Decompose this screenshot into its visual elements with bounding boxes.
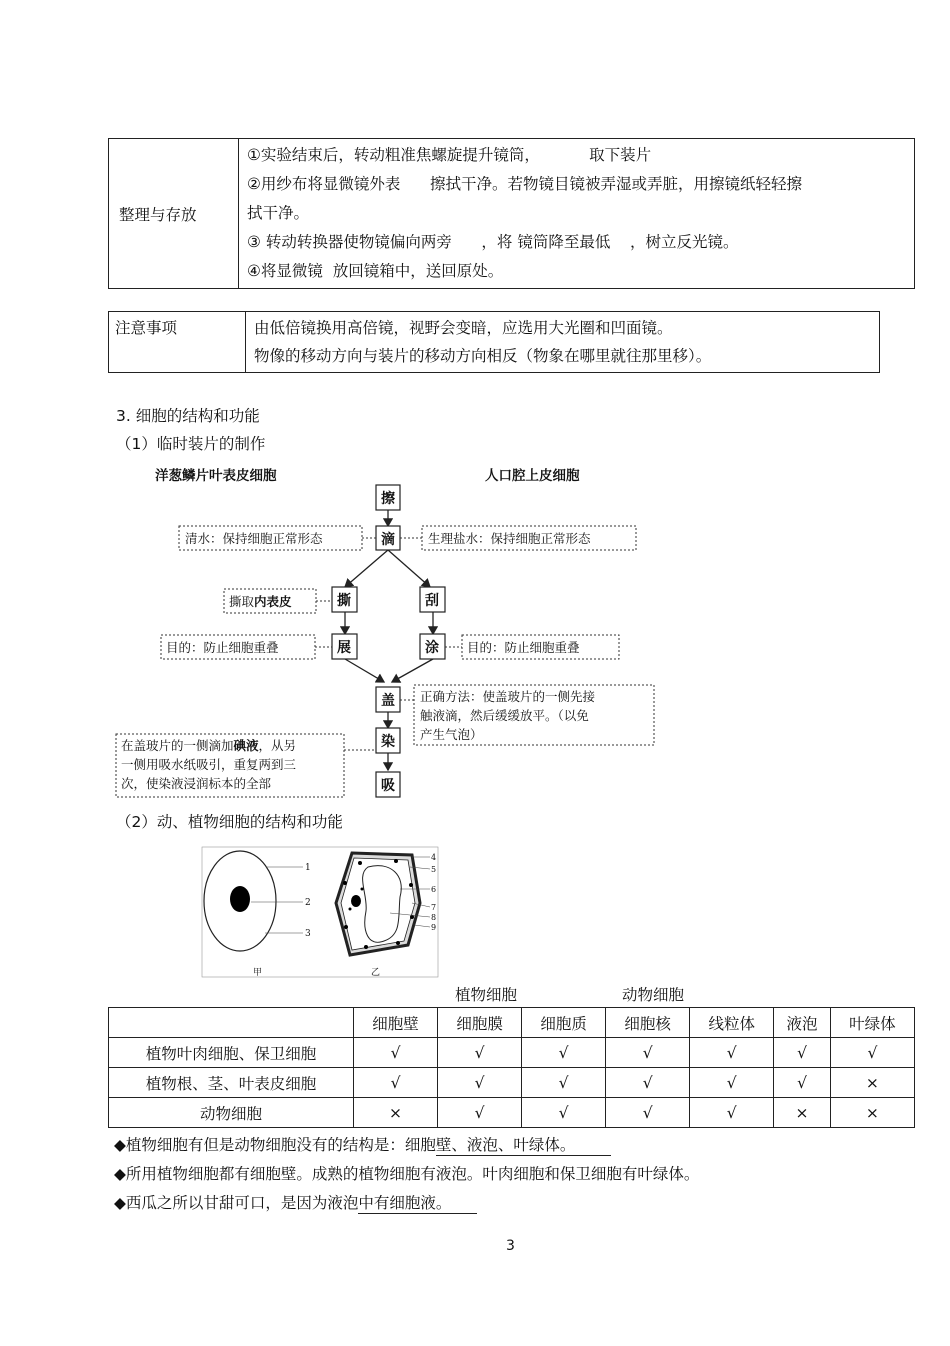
table-cell: √ — [606, 1068, 690, 1098]
subsection-2-title: （2）动、植物细胞的结构和功能 — [116, 813, 343, 831]
table-cell: √ — [774, 1068, 831, 1098]
table-cell: √ — [522, 1038, 606, 1068]
note-inner-bold: 内表皮 — [254, 594, 292, 609]
table-cell: √ — [438, 1068, 522, 1098]
plant-label-7: 7 — [431, 903, 437, 912]
step-ran: 染 — [381, 734, 395, 750]
step-xi: 吸 — [381, 778, 395, 794]
bullet-2: ◆所用植物细胞都有细胞壁。成熟的植物细胞有液泡。叶肉细胞和保卫细胞有叶绿体。 — [114, 1165, 700, 1183]
section-title: 3. 细胞的结构和功能 — [116, 407, 260, 425]
bullet-3-answer: 中有细胞液。 — [358, 1191, 477, 1214]
note-saline: 生理盐水：保持细胞正常形态 — [428, 531, 591, 546]
table-cell: √ — [690, 1098, 774, 1128]
cell-structure-table — [108, 1007, 915, 1128]
notes-content — [246, 312, 880, 373]
bullet-1 — [114, 1133, 611, 1156]
table-cell: √ — [774, 1038, 831, 1068]
flow-right-title: 人口腔上皮细胞 — [485, 468, 580, 484]
plant-label-5: 5 — [431, 865, 437, 874]
note-stain-1 — [121, 738, 296, 753]
note-inner-skin — [229, 594, 292, 609]
header-cell-wall: 细胞壁 — [354, 1008, 438, 1038]
plant-label-8: 8 — [431, 913, 437, 922]
table-cell: √ — [354, 1068, 438, 1098]
step-gai: 盖 — [381, 693, 395, 709]
group-animal-label: 动物细胞 — [622, 986, 685, 1004]
header-vacuole: 液泡 — [774, 1008, 831, 1038]
animal-caption: 甲 — [253, 968, 263, 978]
note-cover-2: 触液滴，然后缓缓放平。（以免 — [420, 708, 589, 723]
header-cell-membrane: 细胞膜 — [438, 1008, 522, 1038]
table-cell: √ — [354, 1038, 438, 1068]
bullet-3 — [114, 1191, 477, 1214]
storage-line-5: ④将显微镜 放回镜箱中，送回原处。 — [247, 262, 504, 280]
subsection-1-title: （1）临时装片的制作 — [116, 435, 266, 453]
plant-caption: 乙 — [371, 968, 381, 978]
table-cell: √ — [522, 1068, 606, 1098]
animal-label-2: 2 — [305, 898, 311, 908]
bullet-1-answer: 壁、液泡、叶绿体。 — [436, 1133, 612, 1156]
plant-label-9: 9 — [431, 923, 437, 932]
table-cell: × — [830, 1068, 914, 1098]
notes-table — [108, 311, 880, 373]
plant-cell-vacuole — [363, 866, 402, 943]
bullet-1-prefix: ◆植物细胞有但是动物细胞没有的结构是：细胞 — [114, 1136, 436, 1154]
header-chloroplast: 叶绿体 — [830, 1008, 914, 1038]
note-stain-iodine: 碘液 — [233, 738, 259, 753]
table-cell: √ — [830, 1038, 914, 1068]
storage-content — [239, 139, 915, 289]
note-overlap-right: 目的：防止细胞重叠 — [467, 640, 580, 655]
notes-label: 注意事项 — [109, 312, 246, 373]
note-inner-prefix: 撕取 — [229, 594, 255, 609]
table-cell: √ — [438, 1038, 522, 1068]
step-gua: 刮 — [425, 593, 439, 609]
cell-structure-figure — [200, 845, 440, 980]
note-water: 清水：保持细胞正常形态 — [185, 531, 323, 546]
table-row — [109, 1098, 915, 1128]
step-di: 滴 — [381, 532, 395, 548]
table-cell: √ — [438, 1098, 522, 1128]
animal-label-1: 1 — [305, 863, 311, 873]
storage-line-1: ①实验结束后，转动粗准焦螺旋提升镜筒， 取下装片 — [247, 146, 652, 164]
table-cell: × — [774, 1098, 831, 1128]
table-cell: √ — [690, 1038, 774, 1068]
storage-line-3: 拭干净。 — [247, 204, 310, 222]
plant-cell-nucleus — [351, 895, 361, 907]
group-plant-label: 植物细胞 — [455, 986, 518, 1004]
animal-cell-nucleus — [230, 886, 250, 912]
table-row — [109, 1038, 915, 1068]
storage-table — [108, 138, 915, 289]
step-si: 撕 — [337, 593, 351, 609]
header-mitochondria: 线粒体 — [690, 1008, 774, 1038]
note-cover-1: 正确方法：使盖玻片的一侧先接 — [420, 689, 596, 704]
storage-line-2: ②用纱布将显微镜外表 擦拭干净。若物镜目镜被弄湿或弄脏，用擦镜纸轻轻擦 — [247, 175, 802, 193]
storage-label: 整理与存放 — [109, 139, 239, 289]
table-header-corner — [109, 1008, 354, 1038]
storage-line-4: ③ 转动转换器使物镜偏向两旁 ，将 镜筒降至最低 ，树立反光镜。 — [247, 233, 739, 251]
page-number: 3 — [506, 1238, 515, 1254]
step-tu: 涂 — [425, 640, 439, 656]
bullet-3-prefix: ◆西瓜之所以甘甜可口，是因为液泡 — [114, 1194, 359, 1212]
row-name: 植物叶肉细胞、保卫细胞 — [109, 1038, 354, 1068]
note-cover-3: 产生气泡） — [420, 727, 483, 742]
header-nucleus: 细胞核 — [606, 1008, 690, 1038]
notes-line-2: 物像的移动方向与装片的移动方向相反（物象在哪里就往那里移）。 — [254, 347, 712, 365]
row-name: 植物根、茎、叶表皮细胞 — [109, 1068, 354, 1098]
table-cell: × — [830, 1098, 914, 1128]
plant-label-4: 4 — [431, 853, 437, 862]
header-cytoplasm: 细胞质 — [522, 1008, 606, 1038]
slide-prep-flowchart — [100, 460, 660, 805]
note-stain-1b: ，从另 — [258, 738, 297, 753]
note-stain-3: 次，使染液浸润标本的全部 — [121, 776, 272, 791]
step-ca: 擦 — [381, 491, 395, 507]
table-header-row — [109, 1008, 915, 1038]
plant-label-6: 6 — [431, 885, 437, 894]
table-cell: √ — [606, 1038, 690, 1068]
table-cell: × — [354, 1098, 438, 1128]
table-cell: √ — [522, 1098, 606, 1128]
note-stain-1a: 在盖玻片的一侧滴加 — [121, 738, 234, 753]
step-zhan: 展 — [337, 640, 351, 656]
note-stain-2: 一侧用吸水纸吸引，重复两到三 — [121, 757, 297, 772]
table-cell: √ — [690, 1068, 774, 1098]
note-overlap-left: 目的：防止细胞重叠 — [166, 640, 279, 655]
row-name: 动物细胞 — [109, 1098, 354, 1128]
table-row — [109, 1068, 915, 1098]
flow-left-title: 洋葱鳞片叶表皮细胞 — [155, 468, 277, 484]
animal-label-3: 3 — [305, 929, 311, 939]
notes-line-1: 由低倍镜换用高倍镜，视野会变暗，应选用大光圈和凹面镜。 — [254, 319, 673, 337]
table-cell: √ — [606, 1098, 690, 1128]
